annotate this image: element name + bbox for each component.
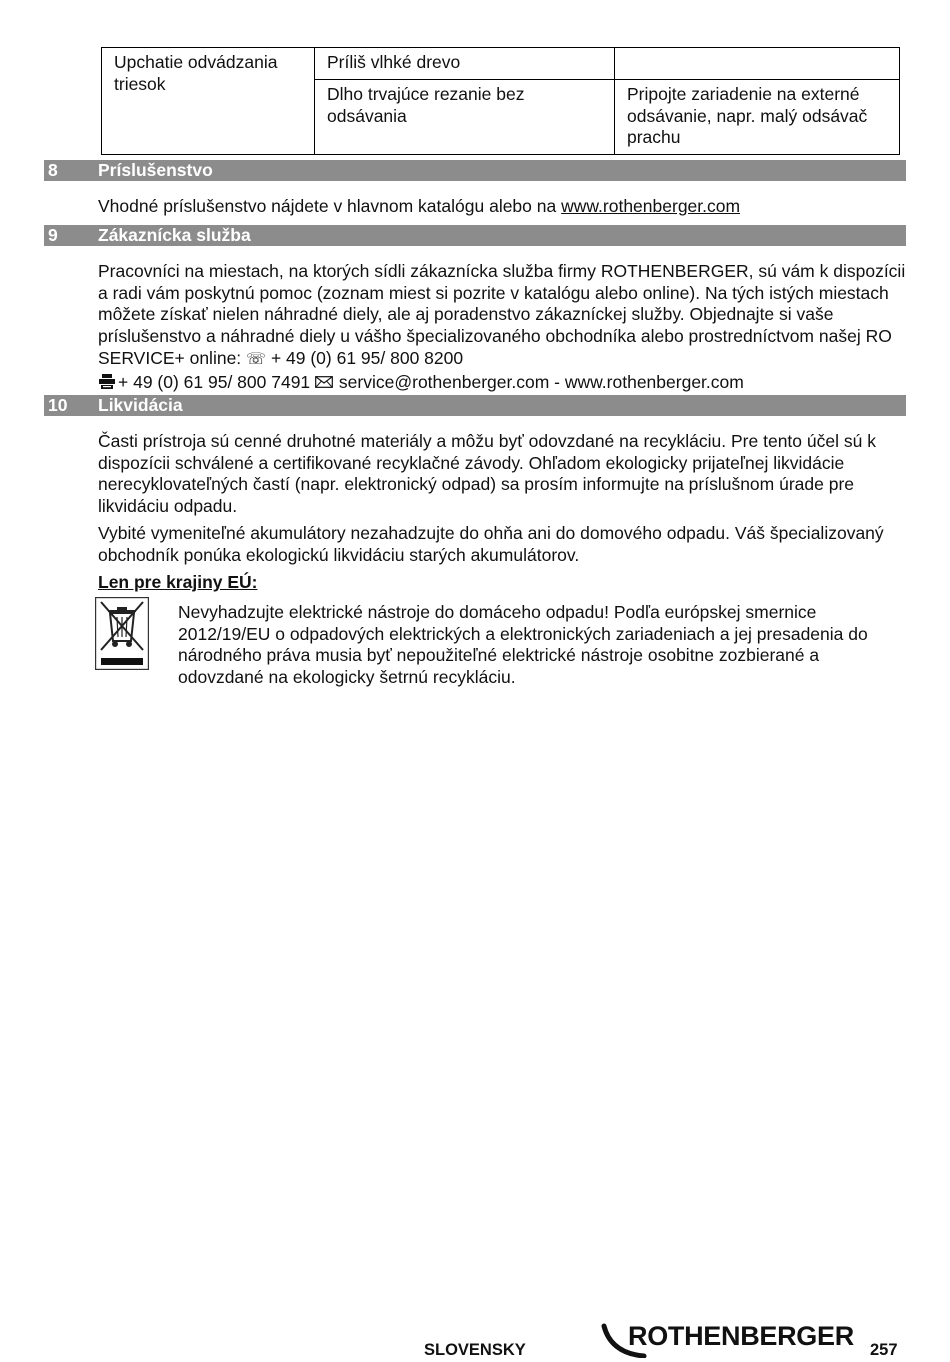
- telephone-icon: ☏: [246, 350, 267, 368]
- section-8-header: [44, 160, 906, 181]
- weee-text: Nevyhadzujte elektrické nástroje do domáceho odpadu! Podľa európskej smernice 2012/19/EU o odpadových elektrických a elektronických zariadeniach a jej presadenia do národného práva musia byť nepoužiteľné elektrické nástroje osobitne zozbierané a odovzdané na ekologicky šetrnú recykláciu.: [178, 602, 868, 688]
- accessories-text: [98, 196, 906, 218]
- fax-icon: [98, 374, 116, 389]
- remedy-cell: [615, 48, 900, 80]
- disposal-paragraph-1: Časti prístroja sú cenné druhotné materiály a môžu byť odovzdané na recykláciu. Pre tento účel sú k dispozícii schválené a certifikované recyklačné závody. Ohľadom ekologicky prijateľnej likvidácie nerecyklovateľných častí (napr. elektronický odpad) sa prosím informujte na príslušnom úrade pre likvidáciu odpadu.: [98, 431, 876, 517]
- accessories-sentence: Vhodné príslušenstvo nájdete v hlavnom katalógu alebo na: [98, 196, 562, 216]
- section-title: Likvidácia: [98, 395, 183, 415]
- troubleshooting-table: [101, 47, 900, 155]
- section-number: 10: [48, 395, 68, 415]
- fax-number: + 49 (0) 61 95/ 800 7491: [118, 372, 311, 392]
- section-number: 8: [48, 160, 58, 180]
- contact-line: [98, 372, 906, 394]
- brand-wordmark: ROTHENBERGER: [628, 1321, 854, 1351]
- website-link[interactable]: www.rothenberger.com: [561, 196, 741, 216]
- separator: -: [554, 372, 560, 392]
- rothenberger-logo: [600, 1320, 855, 1360]
- disposal-paragraph-2: Vybité vymeniteľné akumulátory nezahadzujte do ohňa ani do domového odpadu. Váš špecializovaný obchodník ponúka ekologickú likvidáciu starých akumulátorov.: [98, 523, 884, 565]
- email-address[interactable]: service@rothenberger.com: [338, 372, 550, 392]
- section-9-header: [44, 225, 906, 246]
- phone-number: + 49 (0) 61 95/ 800 8200: [270, 347, 464, 368]
- section-title: Príslušenstvo: [98, 160, 213, 180]
- section-10-header: [44, 395, 906, 416]
- section-title: Zákaznícka služba: [98, 225, 251, 245]
- website-text[interactable]: www.rothenberger.com: [564, 372, 744, 392]
- remedy-cell: Pripojte zariadenie na externé odsávanie, napr. malý odsávač prachu: [615, 80, 900, 155]
- crossed-out-wheelie-bin-icon: [95, 597, 149, 670]
- customer-service-paragraph: [98, 261, 906, 371]
- section-number: 9: [48, 225, 58, 245]
- customer-service-text: Pracovníci na miestach, na ktorých sídli zákaznícka služba firmy ROTHENBERGER, sú vám k dispozícii a radi vám poskytnú pomoc (zoznam miest si pozrite v katalógu alebo online). Na tých istých miestach môžete získať nielen náhradné diely, ale aj poradenstvo zákazníckej služby. Objednajte si vaše príslušenstvo a náhradné diely u vášho špecializovaného obchodníka alebo prostredníctvom našej RO SERVICE+ online:: [98, 261, 906, 368]
- page-number: 257: [870, 1341, 898, 1359]
- footer-language: SLOVENSKY: [424, 1341, 526, 1359]
- problem-cell: Upchatie odvádzania triesok: [102, 48, 315, 155]
- envelope-icon: [315, 376, 333, 388]
- cause-cell: Dlho trvajúce rezanie bez odsávania: [315, 80, 615, 155]
- eu-heading: Len pre krajiny EÚ:: [98, 572, 258, 592]
- table-row: [102, 48, 900, 80]
- cause-cell: Príliš vlhké drevo: [315, 48, 615, 80]
